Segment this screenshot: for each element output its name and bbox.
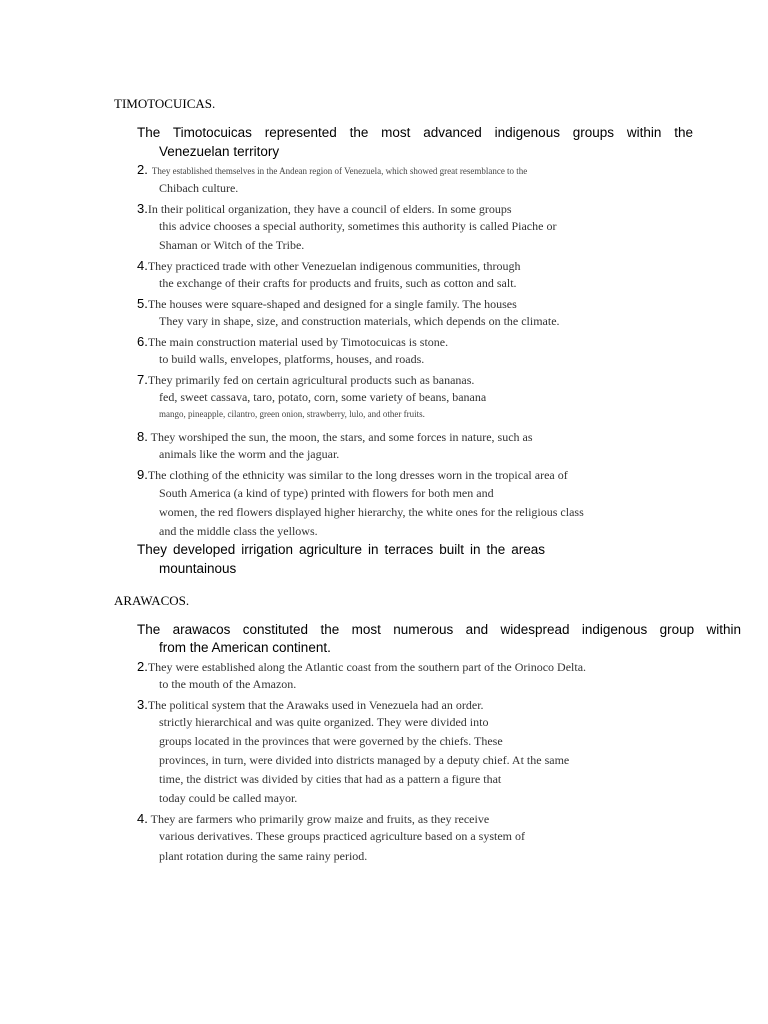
timotocuicas-item10-line1: They developed irrigation agriculture in terraces built in the areas [137,542,545,557]
timotocuicas-item8-line2: animals like the worm and the jaguar. [159,447,340,461]
timotocuicas-item7-line2: fed, sweet cassava, taro, potato, corn, some variety of beans, banana [159,390,487,404]
timotocuicas-item2 [137,162,527,178]
item-number: 6. [137,334,148,349]
timotocuicas-item3-line3: Shaman or Witch of the Tribe. [159,238,305,252]
timotocuicas-item4 [137,258,521,274]
item-number: 9. [137,467,148,482]
timotocuicas-item7-line3: mango, pineapple, cilantro, green onion, strawberry, lulo, and other fruits. [159,409,425,419]
item-number: 3. [137,697,148,712]
item-text: The clothing of the ethnicity was similar to the long dresses worn in the tropical area of [147,468,568,482]
item-number: 2. [137,659,148,674]
item-number: 7. [137,372,148,387]
timotocuicas-item3-line2: this advice chooses a special authority, sometimes this authority is called Piache or [159,219,557,233]
item-text: The main construction material used by Timotocuicas is stone. [147,335,449,349]
timotocuicas-item1-line2: Venezuelan territory [159,144,280,159]
item-number: 3. [137,201,148,216]
item-number: 8. [137,429,148,444]
timotocuicas-item4-line2: the exchange of their crafts for products and fruits, such as cotton and salt. [159,276,517,290]
arawacos-item3-line5: time, the district was divided by cities that had as a pattern a figure that [159,772,502,786]
arawacos-item4 [137,811,489,827]
item-number: 4. [137,811,148,826]
timotocuicas-item6-line2: to build walls, envelopes, platforms, houses, and roads. [159,352,425,366]
arawacos-item3-line3: groups located in the provinces that were governed by the chiefs. These [159,734,503,748]
arawacos-item2 [137,659,586,675]
item-text: They worshiped the sun, the moon, the stars, and some forces in nature, such as [147,430,533,444]
timotocuicas-item2-line2: Chibach culture. [159,181,239,195]
item-text: They were established along the Atlantic coast from the southern part of the Orinoco Delta. [147,660,587,674]
item-number: 5. [137,296,148,311]
timotocuicas-item9 [137,467,568,483]
arawacos-item4-line3: plant rotation during the same rainy period. [159,849,368,863]
timotocuicas-item6 [137,334,448,350]
section-heading-timotocuicas: TIMOTOCUICAS. [114,96,216,111]
section-heading-arawacos: ARAWACOS. [114,593,190,608]
arawacos-item3-line6: today could be called mayor. [159,791,298,805]
timotocuicas-item3 [137,201,512,217]
arawacos-item1-line2: from the American continent. [159,640,331,655]
arawacos-item3 [137,697,484,713]
item-text: The houses were square-shaped and designed for a single family. The houses [147,297,517,311]
item-number: 4. [137,258,148,273]
item-text: They practiced trade with other Venezuelan indigenous communities, through [147,259,521,273]
item-text: They are farmers who primarily grow maize and fruits, as they receive [147,812,490,826]
item-text: In their political organization, they have a council of elders. In some groups [147,202,512,216]
arawacos-item3-line4: provinces, in turn, were divided into districts managed by a deputy chief. At the same [159,753,570,767]
timotocuicas-item8 [137,429,533,445]
timotocuicas-item10-line2: mountainous [159,561,237,576]
timotocuicas-item9-line2: South America (a kind of type) printed with flowers for both men and [159,486,494,500]
timotocuicas-item7 [137,372,474,388]
timotocuicas-item9-line4: and the middle class the yellows. [159,524,318,538]
timotocuicas-item5-line2: They vary in shape, size, and construction materials, which depends on the climate. [159,314,560,328]
timotocuicas-item9-line3: women, the red flowers displayed higher hierarchy, the white ones for the religious class [159,505,584,519]
item-text: They primarily fed on certain agricultural products such as bananas. [147,373,475,387]
item-text: They established themselves in the Andean region of Venezuela, which showed great resemblance to the [151,166,528,176]
arawacos-item1-line1: The arawacos constituted the most numerous and widespread indigenous group within [137,622,741,637]
item-number: 2. [137,162,148,177]
arawacos-item3-line2: strictly hierarchical and was quite organized. They were divided into [159,715,489,729]
item-text: The political system that the Arawaks used in Venezuela had an order. [147,698,484,712]
arawacos-item4-line2: various derivatives. These groups practiced agriculture based on a system of [159,829,525,843]
arawacos-item2-line2: to the mouth of the Amazon. [159,677,297,691]
timotocuicas-item1-line1: The Timotocuicas represented the most advanced indigenous groups within the [137,125,693,140]
timotocuicas-item5 [137,296,517,312]
